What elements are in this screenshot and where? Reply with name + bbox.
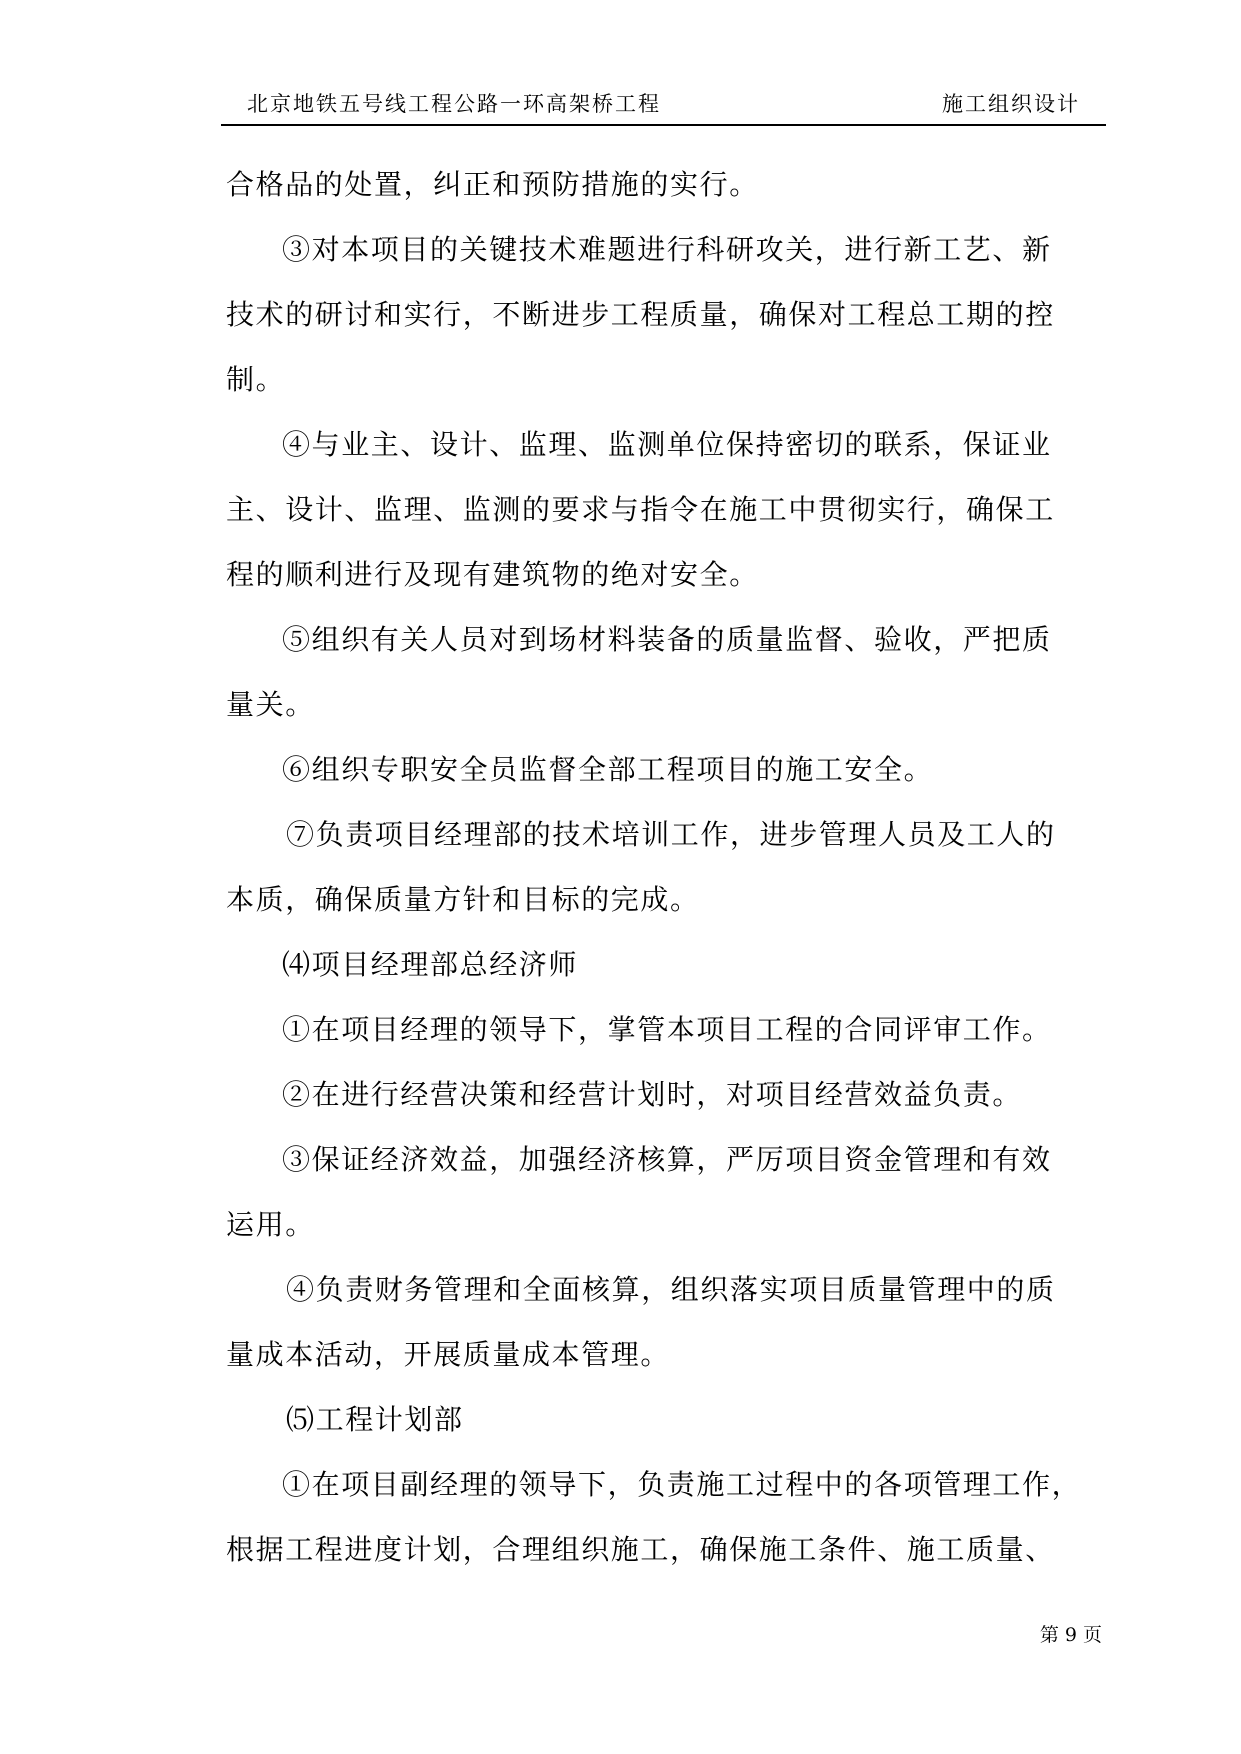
body-text xyxy=(226,152,1106,1582)
text-line: 本质，确保质量方针和目标的完成。 xyxy=(226,883,700,916)
section-heading: ⑸工程计划部 xyxy=(286,1403,464,1436)
text-line: ③对本项目的关键技术难题进行科研攻关，进行新工艺、新 xyxy=(282,233,1052,266)
text-line: 合格品的处置，纠正和预防措施的实行。 xyxy=(226,168,759,201)
page-header xyxy=(221,88,1106,126)
text-line: ①在项目副经理的领导下，负责施工过程中的各项管理工作， xyxy=(282,1468,1082,1501)
text-line: 程的顺利进行及现有建筑物的绝对安全。 xyxy=(226,558,759,591)
text-line: ④负责财务管理和全面核算，组织落实项目质量管理中的质 xyxy=(286,1273,1056,1306)
text-line: 技术的研讨和实行，不断进步工程质量，确保对工程总工期的控 xyxy=(226,298,1055,331)
text-line: ②在进行经营决策和经营计划时，对项目经营效益负责。 xyxy=(282,1078,1023,1111)
text-line: 运用。 xyxy=(226,1208,315,1241)
text-line: 根据工程进度计划，合理组织施工，确保施工条件、施工质量、 xyxy=(226,1533,1055,1566)
text-line: ⑥组织专职安全员监督全部工程项目的施工安全。 xyxy=(282,753,934,786)
document-title: 北京地铁五号线工程公路一环高架桥工程 xyxy=(247,92,661,116)
text-line: 主、设计、监理、监测的要求与指令在施工中贯彻实行，确保工 xyxy=(226,493,1055,526)
text-line: ⑤组织有关人员对到场材料装备的质量监督、验收，严把质 xyxy=(282,623,1052,656)
page-number: 第 9 页 xyxy=(1039,1624,1102,1646)
text-line: ④与业主、设计、监理、监测单位保持密切的联系，保证业 xyxy=(282,428,1052,461)
text-line: 量成本活动，开展质量成本管理。 xyxy=(226,1338,671,1371)
section-heading: ⑷项目经理部总经济师 xyxy=(282,948,579,981)
text-line: ⑦负责项目经理部的技术培训工作，进步管理人员及工人的 xyxy=(286,818,1056,851)
text-line: 制。 xyxy=(226,363,286,396)
text-line: ①在项目经理的领导下，掌管本项目工程的合同评审工作。 xyxy=(282,1013,1052,1046)
text-line: 量关。 xyxy=(226,688,315,721)
section-title: 施工组织设计 xyxy=(942,92,1080,116)
text-line: ③保证经济效益，加强经济核算，严厉项目资金管理和有效 xyxy=(282,1143,1052,1176)
